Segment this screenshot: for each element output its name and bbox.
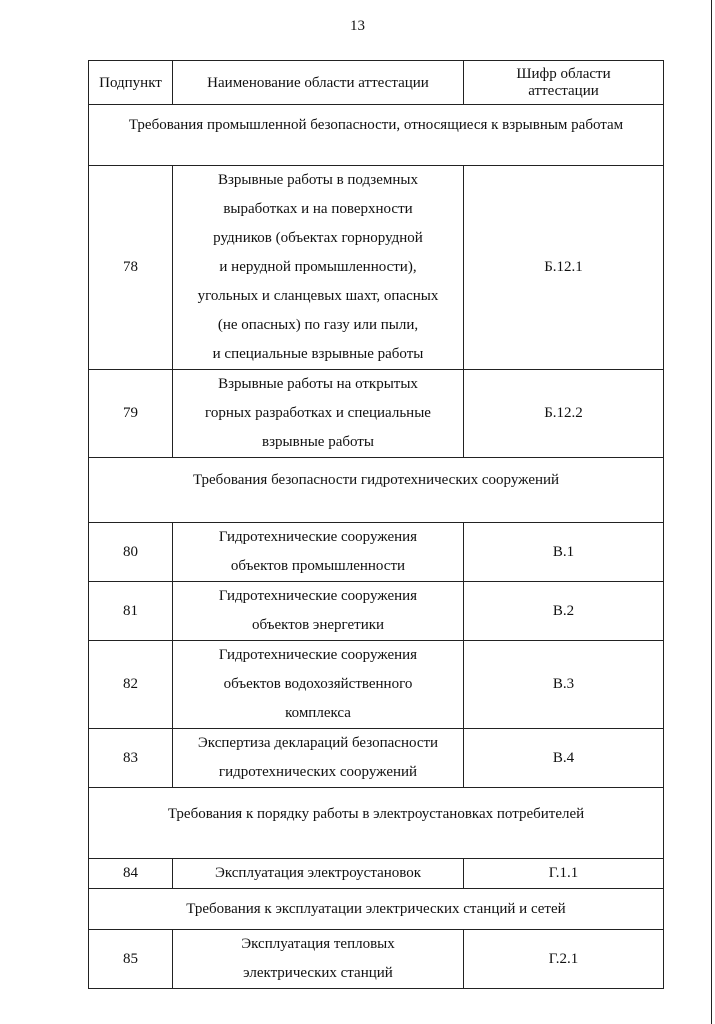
row-number: 80 [89,523,173,582]
row-name-line: гидротехнических сооружений [218,764,418,780]
table-row [89,166,664,370]
row-name-line: рудников (объектах горнорудной [213,230,423,246]
row-name-line: Взрывные работы на открытых [218,376,418,392]
header-subitem: Подпункт [89,61,173,105]
row-name-line: Гидротехнические сооружения [218,529,418,545]
row-name-line: комплекса [285,705,351,721]
row-number: 82 [89,641,173,729]
row-code: В.4 [464,729,664,788]
section-row [89,889,664,930]
row-name-line: Эксплуатация тепловых [241,936,395,952]
row-name-line: Взрывные работы в подземных [217,172,418,188]
section-title: Требования безопасности гидротехнических сооружений [89,458,664,523]
row-name-line: Экспертиза деклараций безопасности [197,735,439,751]
row-number: 85 [89,930,173,989]
header-area-name: Наименование области аттестации [173,61,464,105]
row-name-line: объектов водохозяйственного [223,676,413,692]
page-number: 13 [350,18,365,34]
row-number: 78 [89,166,173,370]
row-number: 79 [89,370,173,458]
row-name-line: Гидротехнические сооружения [218,588,418,604]
row-name [173,641,464,729]
table-row [89,523,664,582]
row-number: 83 [89,729,173,788]
row-name-line: выработках и на поверхности [223,201,413,217]
row-name [173,859,464,889]
row-name [173,370,464,458]
header-area-code-line1: Шифр области [516,65,611,82]
section-row [89,788,664,859]
row-name-line: (не опасных) по газу или пыли, [217,317,419,333]
row-code: В.3 [464,641,664,729]
table-row [89,370,664,458]
row-name-line: горных разработках и специальные [205,405,431,421]
row-code: Б.12.2 [464,370,664,458]
row-name [173,166,464,370]
row-name-line: взрывные работы [262,434,374,450]
row-code: Б.12.1 [464,166,664,370]
table-row [89,930,664,989]
row-code: В.2 [464,582,664,641]
section-row [89,458,664,523]
section-title: Требования к эксплуатации электрических станций и сетей [89,889,664,930]
section-row [89,105,664,166]
section-title: Требования промышленной безопасности, относящиеся к взрывным работам [89,105,664,166]
row-name-line: объектов энергетики [251,617,385,633]
row-name-line: угольных и сланцевых шахт, опасных [197,288,439,304]
row-name [173,729,464,788]
row-number: 84 [89,859,173,889]
header-area-code [464,61,664,105]
row-code: Г.1.1 [464,859,664,889]
row-name-line: Гидротехнические сооружения [218,647,418,663]
header-area-code-line2: аттестации [528,82,599,99]
table-row [89,859,664,889]
row-name-line: и специальные взрывные работы [212,346,424,362]
section-title: Требования к порядку работы в электроустановках потребителей [89,788,664,859]
row-number: 81 [89,582,173,641]
row-name [173,930,464,989]
row-name-line: электрических станций [243,965,393,981]
row-code: В.1 [464,523,664,582]
row-name-line: объектов промышленности [230,558,406,574]
row-name [173,582,464,641]
row-code: Г.2.1 [464,930,664,989]
table-row [89,729,664,788]
row-name-line: Эксплуатация электроустановок [214,865,422,881]
table-row [89,582,664,641]
attestation-table [88,60,664,989]
row-name [173,523,464,582]
row-name-line: и нерудной промышленности), [219,259,417,275]
table-row [89,641,664,729]
table-header-row [89,61,664,105]
page-edge-line [711,0,712,1024]
